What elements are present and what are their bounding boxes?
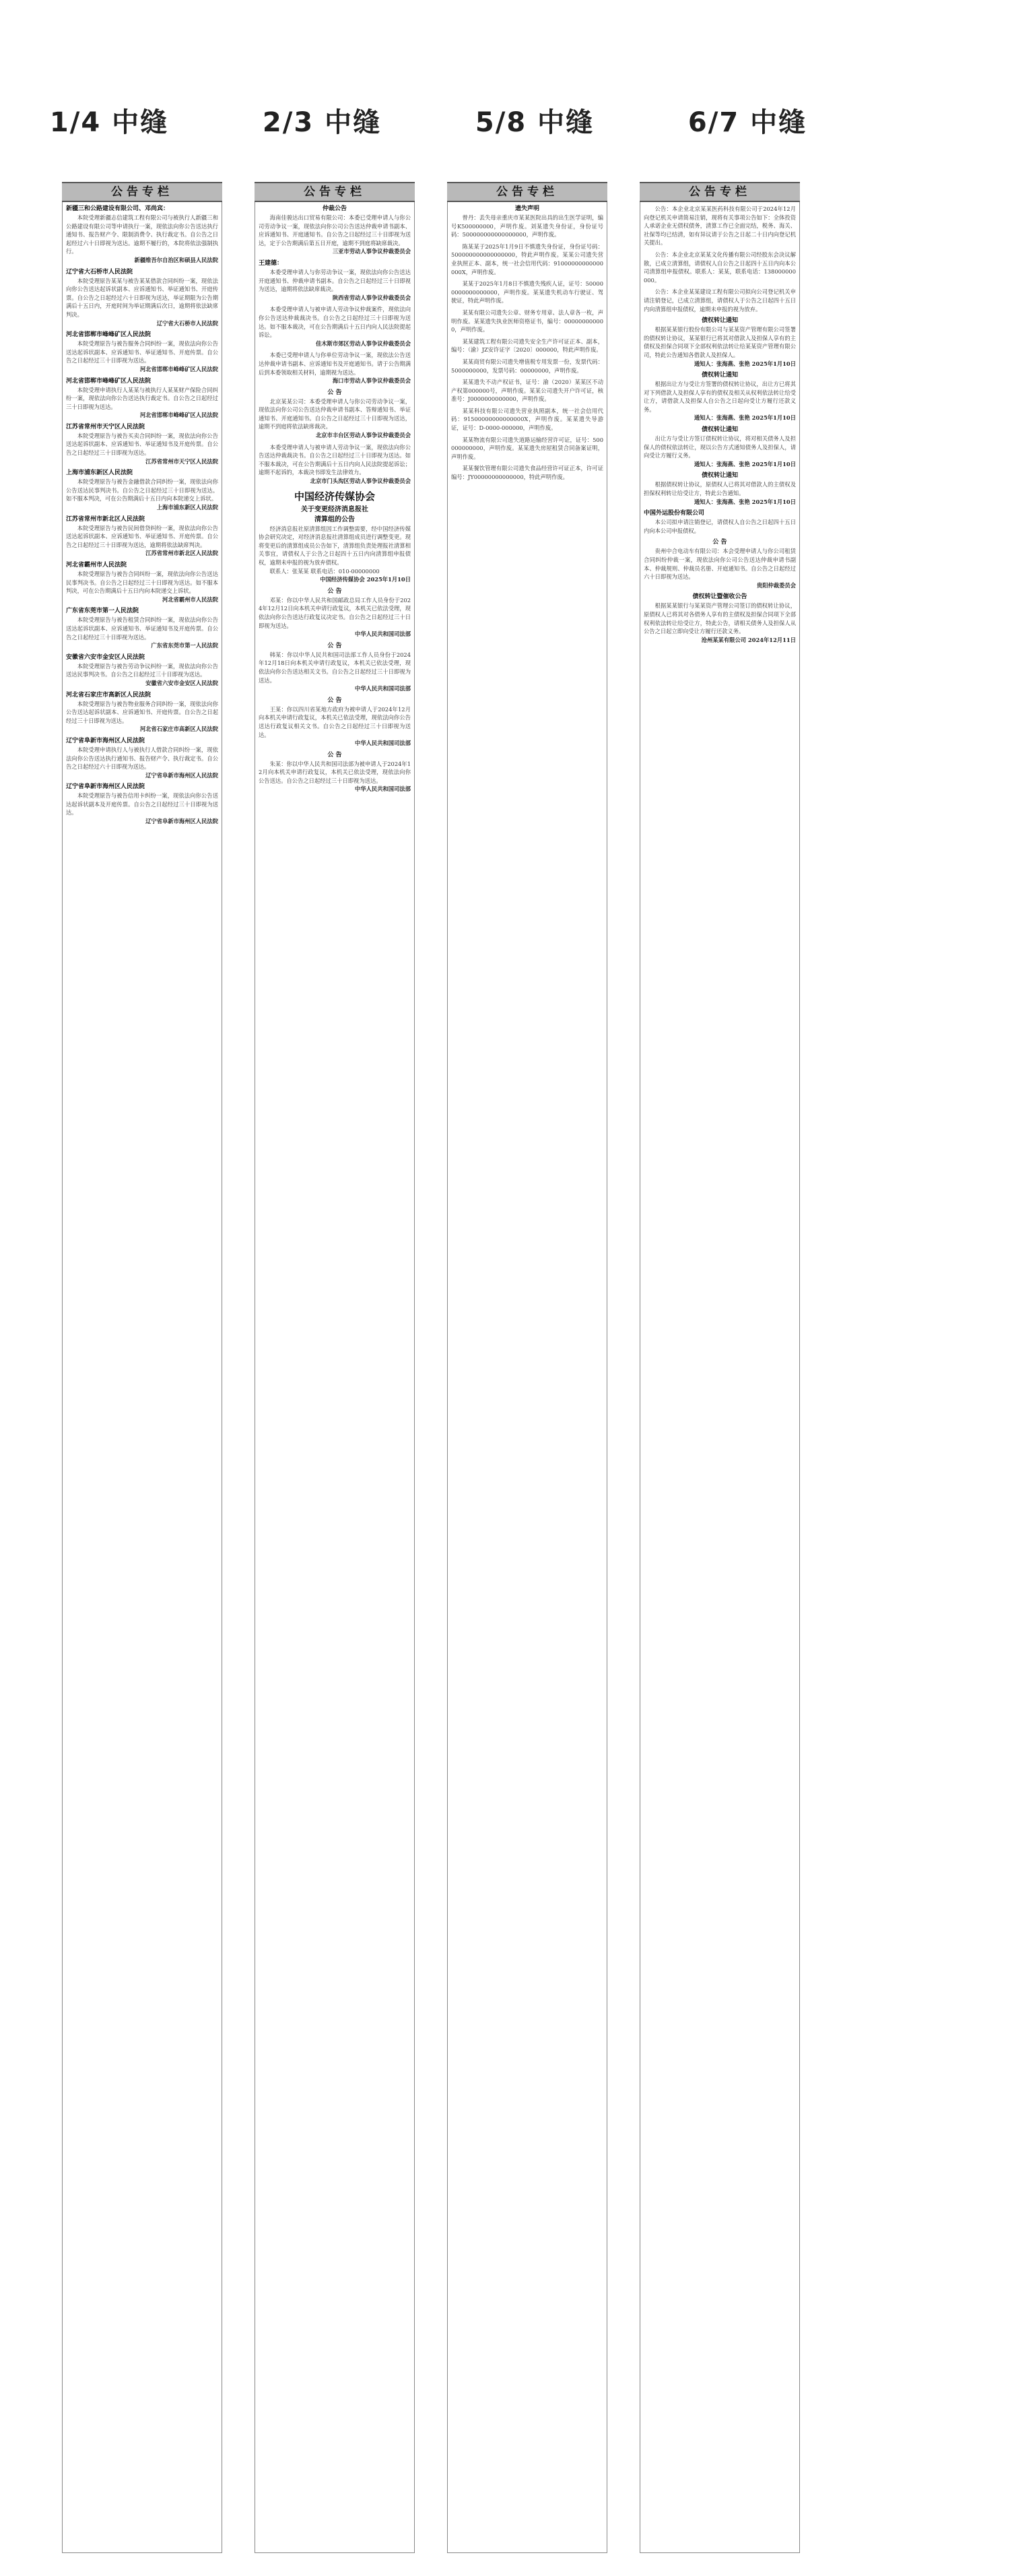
notice-text: 本院受理原告与被告合同纠纷一案，现依法向你公告送达民事判决书。自公告之日起经过三十日即视为送达。如不服本判决，可在公告期满后十五日内向本院递交上诉状。 [66, 571, 218, 595]
section-label: 公告专栏 [640, 182, 800, 202]
notice-text: 韩某：你以中华人民共和国司法部工作人员身份于2024年12月18日向本机关申请行政复议，本机关已依法受理，现依法向你公告送达相关文书。自公告之日起经过三十日即视为送达。 [259, 651, 411, 684]
notice-item [66, 607, 218, 649]
notice-text: 本院受理原告与被告服务合同纠纷一案，现依法向你公告送达起诉状副本、应诉通知书、举证通知书、开庭传票。自公告之日起经过三十日即视为送达。 [66, 340, 218, 364]
notice-title: 河北省石家庄市高新区人民法院 [66, 691, 152, 699]
notice-signature: 三亚市劳动人事争议仲裁委员会 [332, 248, 411, 255]
notice-item [259, 587, 411, 639]
notice-signature: 中华人民共和国司法部 [355, 685, 411, 693]
notice-item [644, 205, 796, 247]
notice-title: 公 告 [327, 642, 342, 649]
notice-signature: 安徽省六安市金安区人民法院 [145, 679, 218, 686]
notice-title: 中国外运股份有限公司 [644, 510, 705, 517]
notice-item [451, 309, 603, 334]
notice-item [66, 331, 218, 373]
notice-signature: 新疆维吾尔自治区和硕县人民法院 [134, 256, 218, 263]
notice-title: 公 告 [327, 697, 342, 704]
notice-item [66, 783, 218, 825]
notice-item [644, 593, 796, 644]
notice-signature: 中华人民共和国司法部 [355, 740, 411, 747]
notice-item [451, 337, 603, 354]
feature-notice [259, 490, 411, 584]
notice-text: 曾丹：丢失母亲重庆市某某医院出具的出生医学证明，编号K500000000，声明作废。刘某遗失身份证，身份证号码：500000000000000000，声明作废。 [451, 214, 603, 238]
notice-item [66, 653, 218, 688]
notice-title: 辽宁省阜新市海州区人民法院 [66, 783, 145, 791]
notice-title: 遗失声明 [514, 205, 539, 212]
notice-item [66, 515, 218, 558]
notice-signature: 广东省东莞市第一人民法院 [151, 642, 218, 649]
notice-item [644, 472, 796, 506]
feature-title-line1: 中国经济传媒协会 [294, 490, 375, 503]
notice-title: 债权转让通知 [701, 472, 738, 480]
column-2 [255, 182, 415, 2553]
notice-signature: 通知人：张海燕、张艳 2025年1月10日 [694, 460, 796, 468]
notice-title: 公 告 [327, 389, 342, 396]
notice-text: 陈某某于2025年1月9日不慎遗失身份证，身份证号码：500000000000000000，特此声明作废。某某公司遗失营业执照正本、副本，统一社会信用代码：91000000000000000X，声明作废。 [451, 243, 603, 276]
notice-text: 本院受理原告某某与被告某某借款合同纠纷一案，现依法向你公告送达起诉状副本、应诉通知书、举证通知书、开庭传票。自公告之日起经过六十日即视为送达，举证期限为公告期满后十五日内，开庭时间为举证期满后次日，逾期将依法缺席判决。 [66, 277, 218, 318]
notice-text: 公告：本企业北京某某医药科技有限公司于2024年12月向登记机关申请简易注销，现将有关事项公告如下：全体投资人承诺企业无债权债务，清算工作已全面完结，税务、海关、社保等均已结清，如有异议请于公告之日起二十日内向登记机关提出。 [644, 205, 796, 247]
notice-signature: 中华人民共和国司法部 [355, 785, 411, 793]
notice-item [644, 509, 796, 535]
notice-text: 某某餐饮管理有限公司遗失食品经营许可证正本，许可证编号：JY00000000000000，特此声明作废。 [451, 465, 603, 481]
notice-title: 广东省东莞市第一人民法院 [66, 608, 139, 615]
section-label: 公告专栏 [255, 182, 415, 202]
notice-title: 债权转让通知 [701, 426, 738, 434]
feature-text: 经济消息报社原清算组因工作调整需要，经中国经济传媒协会研究决定，对经济消息报社清算组成员进行调整变更。现将变更后的清算组成员公告如下，清算组负责处理报社清算相关事宜，请债权人于公告之日起四十五日内向清算组申报债权，逾期未申报的视为放弃债权。 [259, 525, 411, 566]
notice-signature: 北京市门头沟区劳动人事争议仲裁委员会 [310, 478, 411, 485]
notice-text: 根据出让方与受让方签署的债权转让协议，出让方已将其对下列借款人及担保人享有的债权及相关从权利依法转让给受让方，请借款人及担保人自公告之日起向受让方履行还款义务。 [644, 381, 796, 413]
notice-text: 某某有限公司遗失公章、财务专用章、法人章各一枚，声明作废。某某遗失执业医师资格证书，编号：000000000000，声明作废。 [451, 309, 603, 333]
notice-text: 某某建筑工程有限公司遗失安全生产许可证正本、副本，编号：（渝）JZ安许证字〔2020〕000000，特此声明作废。 [451, 337, 603, 354]
notice-item [259, 642, 411, 693]
notice-signature: 河北省邯郸市峰峰矿区人民法院 [139, 365, 218, 373]
notice-signature: 中华人民共和国司法部 [355, 631, 411, 638]
notice-signature: 河北省石家庄市高新区人民法院 [139, 726, 218, 733]
notice-text: 本委受理申请人与被申请人劳动争议一案，现依法向你公告送达仲裁裁决书。自公告之日起经过三十日即视为送达。如不服本裁决，可在公告期满后十五日内向人民法院提起诉讼；逾期不起诉的，本裁决书即发生法律效力。 [259, 443, 411, 476]
notice-text: 海南佳骏达出口贸易有限公司：本委已受理申请人与你公司劳动争议一案，现依法向你公司公告送达仲裁申请书副本、应诉通知书、开庭通知书。自公告之日起经过三十日即视为送达，定于公告期满后第五日开庭，逾期不到庭将缺席裁决。 [259, 214, 411, 247]
notice-item [259, 751, 411, 794]
notice-title: 辽宁省阜新市海州区人民法院 [66, 737, 145, 744]
notice-title: 河北省邯郸市峰峰矿区人民法院 [66, 331, 152, 339]
notice-item [66, 561, 218, 604]
column-body [640, 202, 800, 2553]
notice-item [451, 407, 603, 432]
notice-text: 公告：本企业北京某某文化传播有限公司经股东会决议解散，已成立清算组，请债权人自公告之日起四十五日内向本公司清算组申报债权。联系人：某某，联系电话：138000000000。 [644, 251, 796, 284]
notice-title: 新疆三和公路建设有限公司、邓尚宾： [66, 205, 170, 212]
feature-sign: 中国经济传媒协会 2025年1月10日 [320, 576, 411, 583]
notice-signature: 海口市劳动人事争议仲裁委员会 [332, 377, 411, 385]
notice-text: 本院受理原告与被告民间借贷纠纷一案，现依法向你公告送达起诉状副本、应诉通知书、举证通知书、开庭传票。自公告之日起经过三十日即视为送达，逾期将依法缺席判决。 [66, 524, 218, 548]
notice-item [451, 205, 603, 239]
column-body [62, 202, 222, 2553]
notice-signature: 辽宁省大石桥市人民法院 [156, 319, 218, 327]
notice-text: 本院受理原告与被告金融借款合同纠纷一案，现依法向你公告送达民事判决书。自公告之日起经过三十日即视为送达。如不服本判决，可在公告期满后十五日内向本院递交上诉状。 [66, 478, 218, 503]
column-title-2: 2/3 中缝 [262, 107, 382, 138]
notice-item [644, 426, 796, 468]
section-label: 公告专栏 [62, 182, 222, 202]
notice-item [451, 464, 603, 481]
notice-text: 公告：本企业某某建设工程有限公司拟向公司登记机关申请注销登记，已成立清算组，请债权人于公告之日起四十五日内向清算组申报债权，逾期未申报的视为放弃。 [644, 288, 796, 313]
notice-text: 本委已受理申请人与你单位劳动争议一案，现依法公告送达仲裁申请书副本、应诉通知书及开庭通知书。请于公告期满后到本委领取相关材料，逾期视为送达。 [259, 352, 411, 376]
notice-title: 公 告 [327, 587, 342, 595]
notice-title: 上海市浦东新区人民法院 [66, 470, 133, 477]
section-label: 公告专栏 [447, 182, 607, 202]
notice-title: 公 告 [327, 751, 342, 759]
notice-title: 公 告 [712, 539, 727, 546]
notice-item [66, 469, 218, 511]
feature-title-line2: 关于变更经济消息报社 [301, 505, 368, 513]
notice-signature: 沧州某某有限公司 2024年12月11日 [701, 636, 796, 643]
notice-signature: 通知人：张海燕、张艳 2025年1月10日 [694, 414, 796, 422]
column-3 [447, 182, 607, 2553]
notice-title: 债权转让通知 [701, 372, 738, 379]
notice-item [451, 378, 603, 404]
notice-item [259, 305, 411, 348]
column-body [447, 202, 607, 2553]
notice-text: 邓某：你以中华人民共和国邮政总局工作人员身份于2024年12月12日向本机关申请行政复议，本机关已依法受理，现依法向你公告送达行政复议决定书。自公告之日起经过三十日即视为送达。 [259, 596, 411, 629]
notice-text: 本院受理申请执行人与被执行人借款合同纠纷一案，现依法向你公告送达执行通知书、报告财产令、执行裁定书。自公告之日起经过六十日即视为送达。 [66, 746, 218, 771]
notice-text: 本院受理原告与被告买卖合同纠纷一案，现依法向你公告送达起诉状副本、应诉通知书、举证通知书及开庭传票。自公告之日起经过三十日即视为送达。 [66, 432, 218, 457]
notice-text: 本院受理新疆志信建筑工程有限公司与被执行人新疆三和公路建设有限公司等申请执行一案，现依法向你公告送达执行通知书、报告财产令、限制消费令、执行裁定书。自公告之日起经过六十日即视为送达。逾期不履行的，本院将依法强制执行。 [66, 214, 218, 255]
column-title-4: 6/7 中缝 [687, 107, 807, 138]
notice-item [66, 737, 218, 779]
notice-item [644, 371, 796, 422]
notice-text: 某某物流有限公司遗失道路运输经营许可证，证号：500000000000，声明作废。某某遗失房屋租赁合同备案证明，声明作废。 [451, 436, 603, 460]
notice-item [66, 268, 218, 328]
notice-item [259, 697, 411, 748]
notice-item [451, 358, 603, 375]
notice-text: 本委受理申请人与你劳动争议一案，现依法向你公告送达开庭通知书、仲裁申请书副本。自公告之日起经过三十日即视为送达，逾期将依法缺席裁决。 [259, 268, 411, 293]
notice-text: 出让方与受让方签订债权转让协议，将对相关债务人及担保人的债权依法转让，现以公告方式通知债务人及担保人，请向受让方履行义务。 [644, 435, 796, 459]
notice-text: 本院受理原告与被告租赁合同纠纷一案，现依法向你公告送达起诉状副本、应诉通知书、举证通知书及开庭传票。自公告之日起经过三十日即视为送达。 [66, 616, 218, 641]
notice-signature: 北京市丰台区劳动人事争议仲裁委员会 [315, 432, 411, 439]
notice-text: 朱某：你以中华人民共和国司法部为被申请人于2024年12月向本机关申请行政复议，本机关已依法受理，现依法向你公告送达。自公告之日起经过三十日即视为送达。 [259, 760, 411, 784]
notice-title: 王建德： [259, 259, 283, 267]
notice-title: 河北省邯郸市峰峰矿区人民法院 [66, 377, 152, 385]
notice-item [451, 280, 603, 305]
notice-text: 根据债权转让协议，原债权人已将其对借款人的主债权及担保权利转让给受让方，特此公告通知。 [644, 481, 796, 497]
notice-signature: 辽宁省阜新市海州区人民法院 [145, 818, 218, 825]
column-title-3: 5/8 中缝 [475, 107, 595, 138]
notice-signature: 陕西省劳动人事争议仲裁委员会 [332, 294, 411, 301]
notice-item [644, 251, 796, 284]
notice-text: 本院受理申请执行人某某与被执行人某某财产保险合同纠纷一案，现依法向你公告送达执行裁定书。自公告之日起经过三十日即视为送达。 [66, 386, 218, 410]
notice-item [259, 205, 411, 256]
notice-item [66, 377, 218, 420]
notice-item [644, 538, 796, 589]
feature-contact: 联系人：张某某 联系电话：010-00000000 [269, 567, 380, 575]
notice-signature: 佳木斯市郊区劳动人事争议仲裁委员会 [315, 340, 411, 347]
notice-item [451, 436, 603, 461]
column-body [255, 202, 415, 2553]
notice-signature: 贵阳仲裁委员会 [756, 581, 796, 589]
notice-text: 某某于2025年1月8日不慎遗失残疾人证，证号：500000000000000000，声明作废。某某遗失机动车行驶证、驾驶证，特此声明作废。 [451, 280, 603, 304]
notice-item [644, 288, 796, 313]
notice-text: 本院受理原告与被告劳动争议纠纷一案，现依法向你公告送达民事判决书。自公告之日起经过三十日即视为送达。 [66, 662, 218, 678]
notice-text: 本公司拟申请注销登记，请债权人自公告之日起四十五日内向本公司申报债权。 [644, 519, 796, 534]
notice-title: 安徽省六安市金安区人民法院 [66, 653, 145, 661]
notice-item [66, 691, 218, 734]
notice-signature: 江苏省常州市天宁区人民法院 [145, 457, 218, 465]
notice-text: 某某科技有限公司遗失营业执照副本，统一社会信用代码：91500000000000000X，声明作废。某某遗失导游证，证号：D-0000-000000，声明作废。 [451, 407, 603, 432]
notice-item [259, 259, 411, 302]
notice-title: 江苏省常州市新北区人民法院 [66, 515, 145, 523]
notice-item [451, 243, 603, 276]
column-1 [62, 182, 222, 2553]
notice-text: 北京某某公司：本委受理申请人与你公司劳动争议一案，现依法向你公司公告送达仲裁申请书副本、答辩通知书、举证通知书、开庭通知书。自公告之日起经过三十日即视为送达，逾期不到庭将依法缺席裁决。 [259, 397, 411, 430]
notice-text: 根据某某银行股份有限公司与某某资产管理有限公司签署的债权转让协议，某某银行已将其对借款人及担保人享有的主债权及担保合同项下全部权利依法转让给某某资产管理有限公司，特此公告通知各借款人及担保人。 [644, 326, 796, 358]
notice-text: 本院受理原告与被告信用卡纠纷一案，现依法向你公告送达起诉状副本及开庭传票。自公告之日起经过三十日即视为送达。 [66, 792, 218, 816]
notice-item [66, 205, 218, 265]
notice-title: 河北省霸州市人民法院 [66, 562, 127, 569]
notice-item [644, 317, 796, 368]
notice-item [259, 351, 411, 385]
feature-title-line3: 清算组的公告 [314, 515, 355, 523]
notice-signature: 上海市浦东新区人民法院 [156, 504, 218, 511]
notice-title: 江苏省常州市天宁区人民法院 [66, 423, 145, 430]
notice-text: 本院受理原告与被告物业服务合同纠纷一案，现依法向你公告送达起诉状副本、应诉通知书、开庭传票。自公告之日起经过三十日即视为送达。 [66, 700, 218, 724]
notice-item [259, 443, 411, 486]
notice-signature: 通知人：张海燕、张艳 2025年1月10日 [694, 360, 796, 367]
notice-signature: 通知人：张海燕、张艳 2025年1月10日 [694, 498, 796, 505]
notice-item [66, 423, 218, 465]
notice-title: 债权转让暨催收公告 [692, 593, 747, 601]
notice-text: 贵州中合电动车有限公司：本会受理申请人与你公司租赁合同纠纷仲裁一案，现依法向你公司公告送达仲裁申请书副本、仲裁规则、仲裁员名册、开庭通知书。自公告之日起经过六十日即视为送达。 [644, 548, 796, 581]
notice-signature: 江苏省常州市新北区人民法院 [145, 550, 218, 557]
notice-title: 辽宁省大石桥市人民法院 [66, 268, 133, 276]
notice-signature: 河北省邯郸市峰峰矿区人民法院 [139, 412, 218, 419]
notice-text: 本委受理申请人与被申请人劳动争议仲裁案件，现依法向你公告送达仲裁裁决书。自公告之日起经过三十日即视为送达。如不服本裁决，可在公告期满后十五日内向人民法院提起诉讼。 [259, 306, 411, 339]
notice-text: 根据某某银行与某某资产管理公司签订的债权转让协议，原债权人已将其对各债务人享有的主债权及担保合同项下全部权利依法转让给受让方，特此公告，请相关债务人及担保人从公告之日起立即向受让方履行还款义务。 [644, 602, 796, 635]
column-title-1: 1/4 中缝 [49, 107, 169, 138]
notice-text: 某某遗失不动产权证书，证号：渝（2020）某某区不动产权第000000号，声明作废。某某公司遗失开户许可证，核准号：J0000000000000，声明作废。 [451, 379, 603, 403]
notice-text: 某某商贸有限公司遗失增值税专用发票一份，发票代码：5000000000，发票号码：00000000，声明作废。 [451, 358, 603, 374]
column-4 [640, 182, 800, 2553]
notice-title: 仲裁公告 [322, 205, 347, 212]
notice-text: 王某：你以四川省某地方政府为被申请人于2024年12月向本机关申请行政复议，本机关已依法受理，现依法向你公告送达行政复议相关文书。自公告之日起经过三十日即视为送达。 [259, 705, 411, 738]
notice-title: 债权转让通知 [701, 317, 738, 325]
notice-signature: 辽宁省阜新市海州区人民法院 [145, 771, 218, 779]
notice-item [259, 389, 411, 440]
notice-signature: 河北省霸州市人民法院 [162, 595, 218, 603]
